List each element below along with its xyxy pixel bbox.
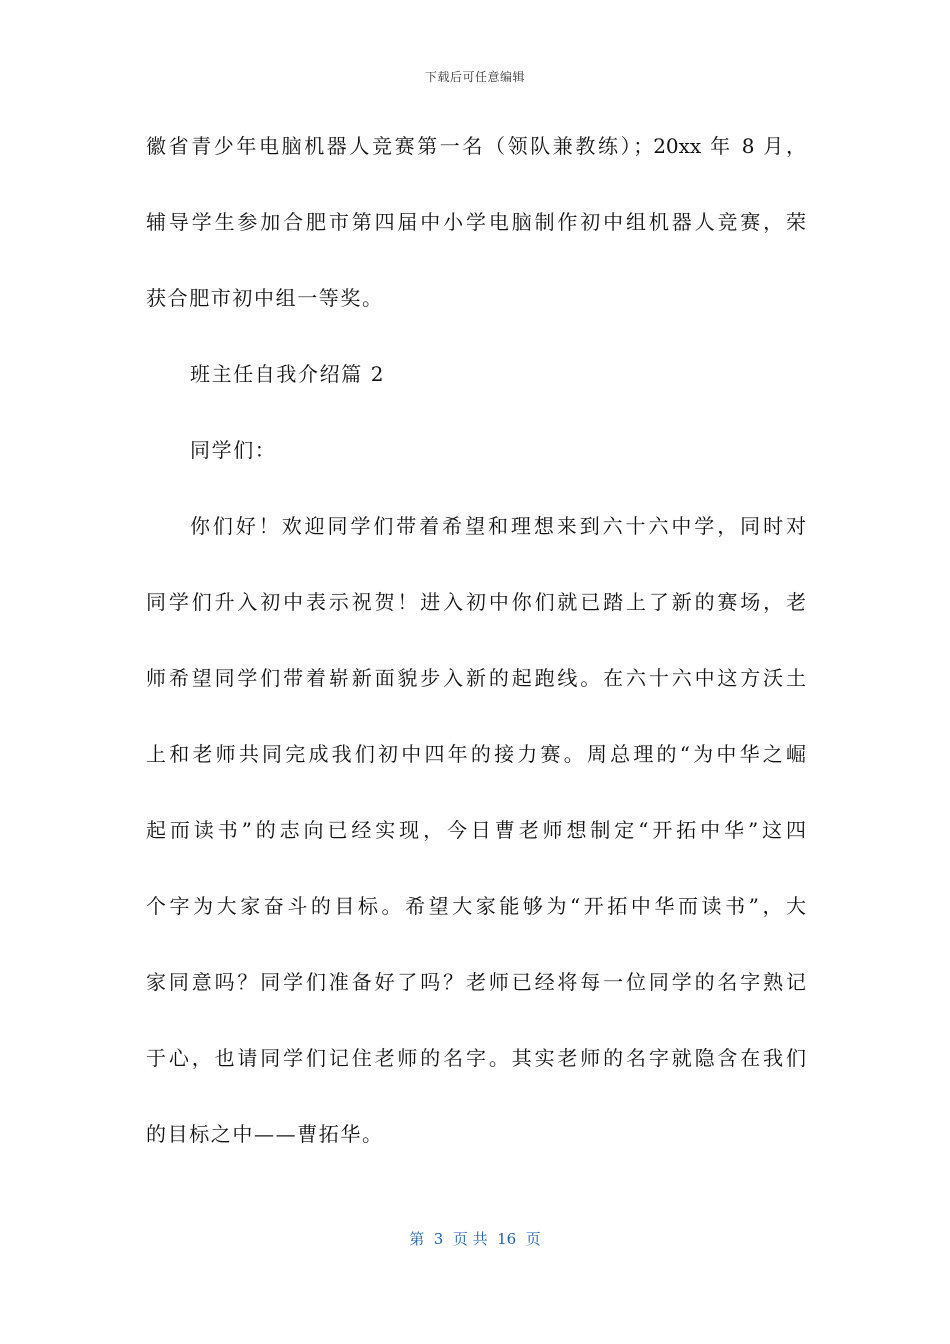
- body-line: 师希望同学们带着崭新面貌步入新的起跑线。在六十六中这方沃土: [146, 666, 806, 690]
- section-heading: 班主任自我介绍篇 2: [190, 362, 386, 386]
- body-line: 你们好！欢迎同学们带着希望和理想来到六十六中学，同时对: [190, 514, 806, 538]
- page-header: 下载后可任意编辑: [424, 70, 525, 84]
- body-line: 上和老师共同完成我们初中四年的接力赛。周总理的“为中华之崛: [146, 742, 806, 766]
- document-body: [146, 124, 806, 1188]
- body-line: 的目标之中——曹拓华。: [146, 1122, 384, 1146]
- body-line: 于心，也请同学们记住老师的名字。其实老师的名字就隐含在我们: [146, 1046, 806, 1070]
- body-line: 起而读书”的志向已经实现，今日曹老师想制定“开拓中华”这四: [146, 818, 806, 842]
- body-line: 同学们升入初中表示祝贺！进入初中你们就已踏上了新的赛场，老: [146, 590, 806, 614]
- body-line: 获合肥市初中组一等奖。: [146, 286, 384, 310]
- body-line: 家同意吗？同学们准备好了吗？老师已经将每一位同学的名字熟记: [146, 970, 806, 994]
- body-line: 辅导学生参加合肥市第四届中小学电脑制作初中组机器人竞赛，荣: [146, 210, 806, 234]
- body-line: 徽省青少年电脑机器人竞赛第一名（领队兼教练）；20xx 年 8 月，: [146, 134, 806, 158]
- salutation: 同学们：: [190, 438, 277, 462]
- body-line: 个字为大家奋斗的目标。希望大家能够为“开拓中华而读书”，大: [146, 894, 806, 918]
- page-number-footer: 第 3 页 共 16 页: [409, 1230, 541, 1248]
